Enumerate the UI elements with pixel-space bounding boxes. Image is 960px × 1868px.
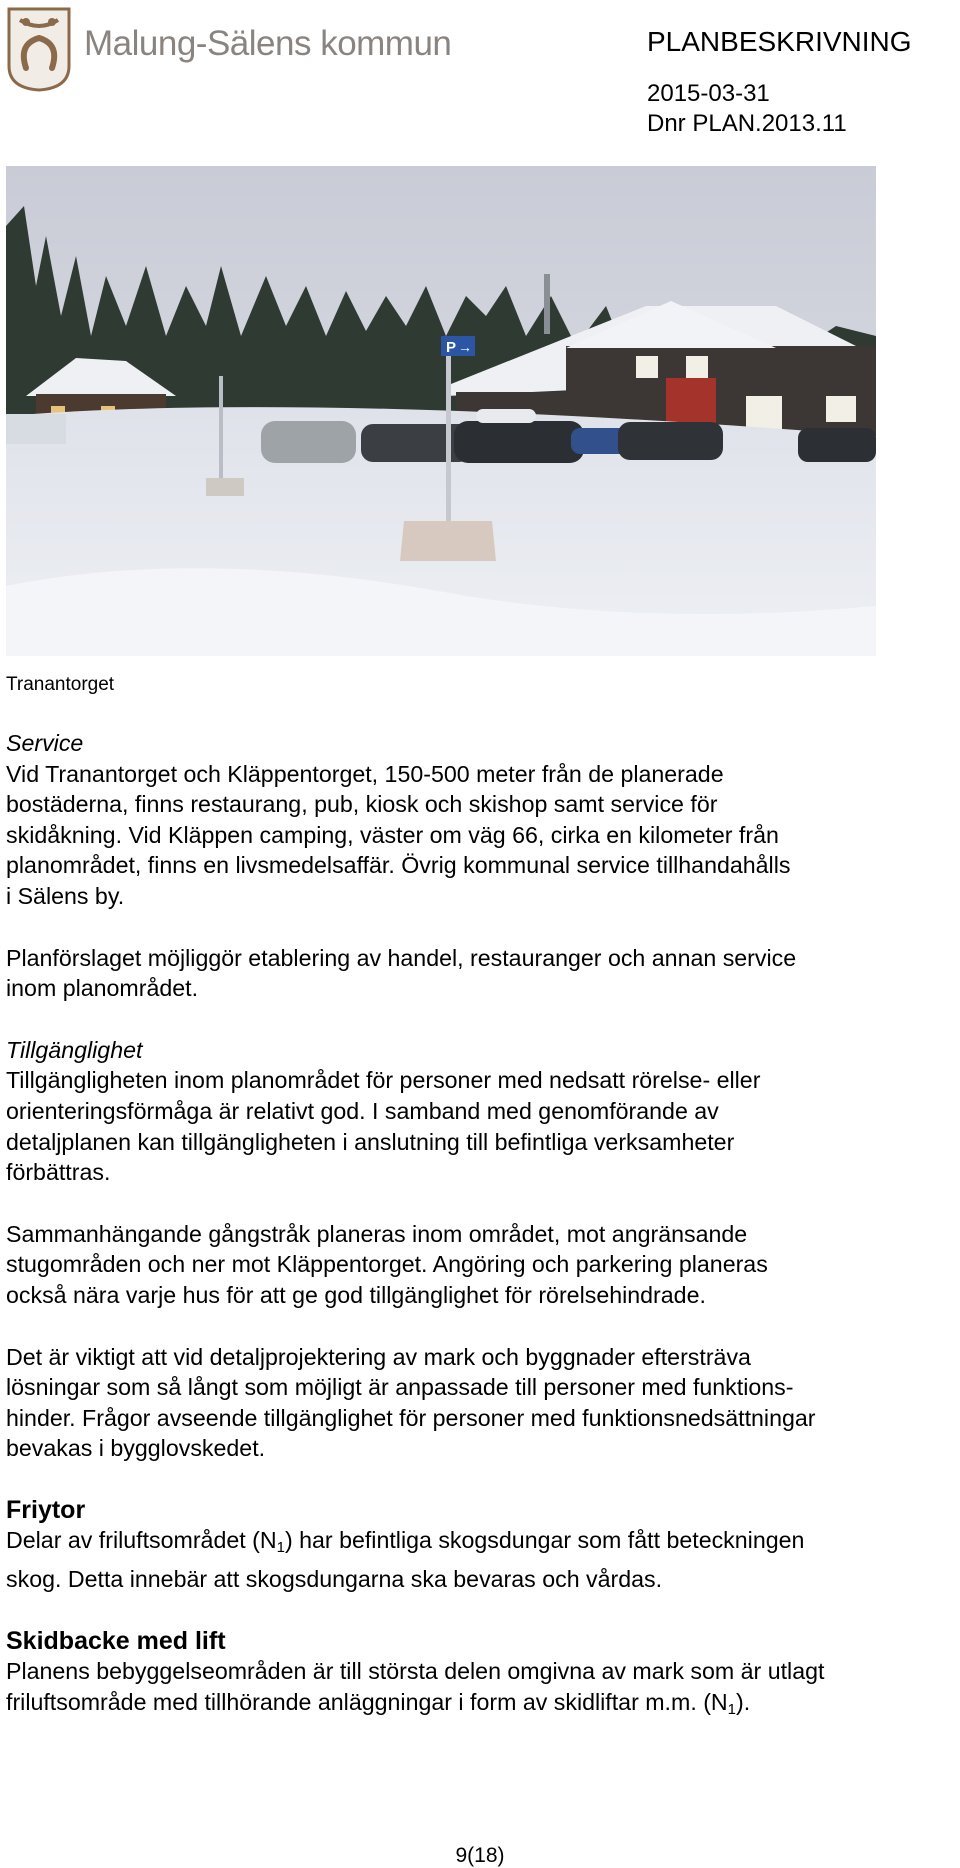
body-line: stugområden och ner mot Kläppentorget. Angöring och parkering planeras	[6, 1251, 768, 1278]
document-reference: Dnr PLAN.2013.11	[647, 110, 847, 137]
document-date: 2015-03-31	[647, 80, 770, 107]
body-line: Planförslaget möjliggör etablering av handel, restauranger och annan service	[6, 944, 797, 971]
body-line: orienteringsförmåga är relativt god. I samband med genomförande av	[6, 1097, 719, 1124]
body-line: Vid Tranantorget och Kläppentorget, 150-500 meter från de planerade	[6, 760, 724, 787]
document-type: PLANBESKRIVNING	[647, 26, 912, 57]
body-line: skidåkning. Vid Kläppen camping, väster om väg 66, cirka en kilometer från	[6, 821, 779, 848]
body-line: planområdet, finns en livsmedelsaffär. Övrig kommunal service tillhandahålls	[6, 852, 791, 879]
body-line: hinder. Frågor avseende tillgänglighet för personer med funktionsnedsättningar	[6, 1404, 816, 1431]
body-line: Delar av friluftsområdet $(N_1)$ har befintliga skogsdungar som fått beteckningen	[6, 1527, 805, 1557]
body-line: bostäderna, finns restaurang, pub, kiosk och skishop samt service för	[6, 791, 718, 818]
accessibility-heading: Tillgänglighet	[6, 1036, 143, 1063]
municipality-name: Malung-Sälens kommun	[84, 24, 452, 63]
body-line: också nära varje hus för att ge god tillgänglighet för rörelsehindrade.	[6, 1281, 706, 1308]
photo-caption: Tranantorget	[6, 674, 115, 695]
body-line: skog. Detta innebär att skogsdungarna ska bevaras och vårdas.	[6, 1566, 663, 1593]
page-number: 9(18)	[455, 1844, 505, 1867]
body-line: i Sälens by.	[6, 882, 125, 909]
body-line: inom planområdet.	[6, 975, 199, 1002]
municipality-logo	[6, 6, 476, 94]
tranantorget-photo	[6, 166, 876, 656]
body-line: förbättras.	[6, 1159, 111, 1186]
body-line: lösningar som så långt som möjligt är anpassade till personer med funktions-	[6, 1374, 794, 1401]
document-body	[6, 728, 956, 1725]
friytor-heading: Friytor	[6, 1495, 86, 1524]
body-line: Planens bebyggelseområden är till största delen omgivna av mark som är utlagt	[6, 1658, 825, 1685]
body-line: bevakas i bygglovskedet.	[6, 1435, 266, 1462]
parking-sign-icon: P	[446, 339, 457, 356]
body-line: friluftsområde med tillhörande anläggningar i form av skidliftar m.m. $(N_1)$.	[6, 1688, 751, 1718]
body-line: Sammanhängande gångstråk planeras inom området, mot angränsande	[6, 1220, 748, 1247]
horseshoe-crest-icon	[6, 6, 72, 92]
skidbacke-heading: Skidbacke med lift	[6, 1626, 226, 1655]
parking-arrow-icon: →	[458, 339, 472, 355]
body-line: detaljplanen kan tillgängligheten i anslutning till befintliga verksamheter	[6, 1128, 735, 1155]
body-line: Det är viktigt att vid detaljprojektering av mark och byggnader eftersträva	[6, 1343, 751, 1370]
service-heading: Service	[6, 730, 84, 756]
body-line: Tillgängligheten inom planområdet för personer med nedsatt rörelse- eller	[6, 1067, 761, 1094]
